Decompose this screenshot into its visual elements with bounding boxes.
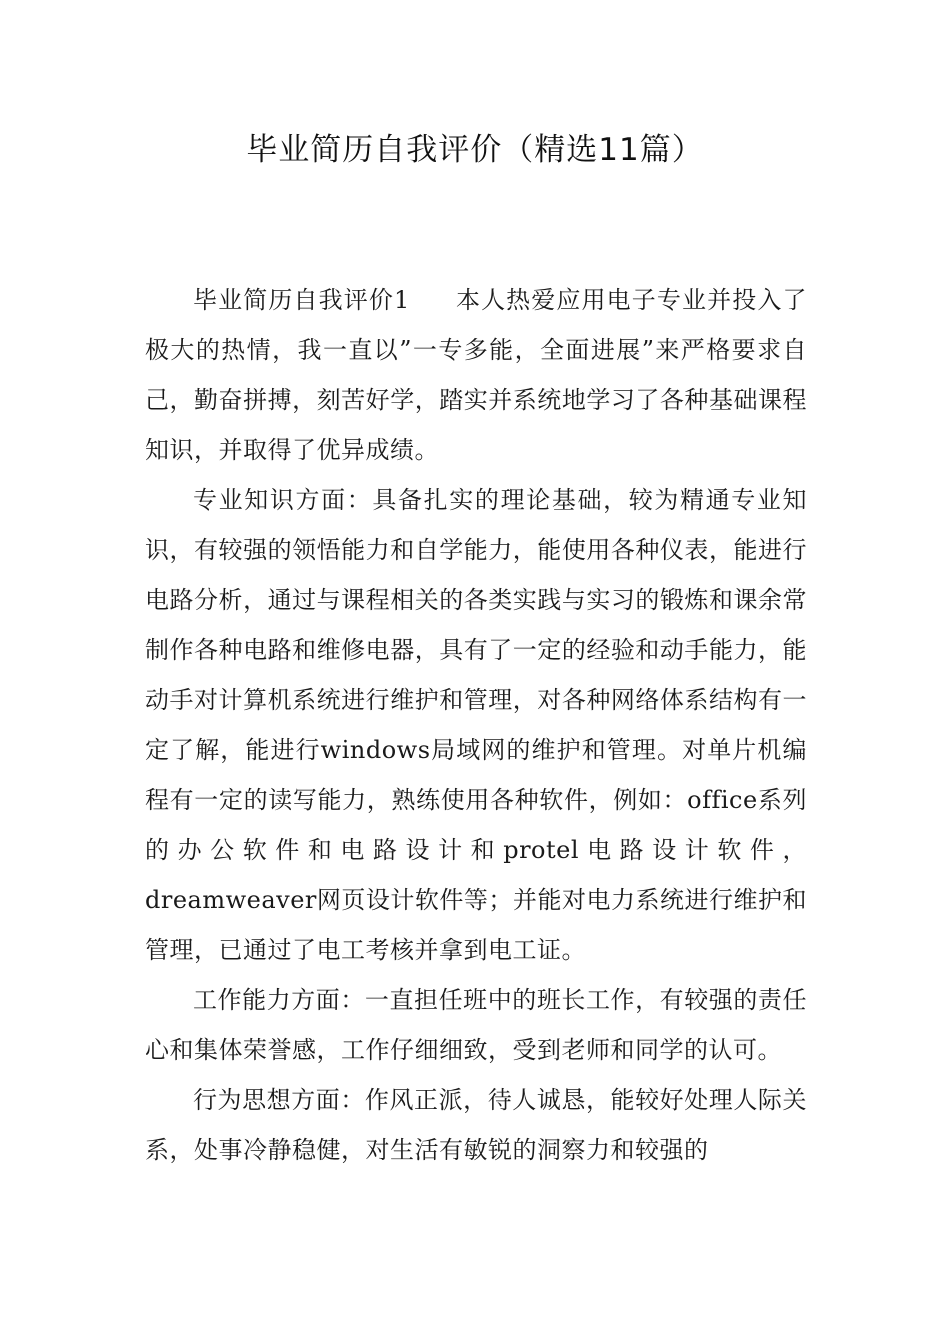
document-body bbox=[145, 275, 807, 1175]
paragraph-3: 工作能力方面：一直担任班中的班长工作，有较强的责任心和集体荣誉感，工作仔细细致，受到老师和同学的认可。 bbox=[145, 986, 807, 1064]
paragraph-text: 本人热爱应用电子专业并投入了极大的热情，我一直以”一专多能，全面进展”来严格要求自己，勤奋拼搏，刻苦好学，踏实并系统地学习了各种基础课程知识，并取得了优异成绩。 bbox=[145, 286, 807, 464]
paragraph-heading: 毕业简历自我评价1 bbox=[193, 286, 410, 314]
paragraph-2: 专业知识方面：具备扎实的理论基础，较为精通专业知识，有较强的领悟能力和自学能力，能使用各种仪表，能进行电路分析，通过与课程相关的各类实践与实习的锻炼和课余常制作各种电路和维修电器，具有了一定的经验和动手能力，能动手对计算机系统进行维护和管理，对各种网络体系结构有一定了解，能进行windows局域网的维护和管理。对单片机编程有一定的读写能力，熟练使用各种软件，例如：office系列的办公软件和电路设计和protel电路设计软件，dreamweaver网页设计软件等；并能对电力系统进行维护和管理，已通过了电工考核并拿到电工证。 bbox=[145, 486, 807, 964]
document-title: 毕业简历自我评价（精选11篇） bbox=[246, 132, 704, 168]
paragraph-1 bbox=[145, 275, 807, 475]
paragraph-4: 行为思想方面：作风正派，待人诚恳，能较好处理人际关系，处事冷静稳健，对生活有敏锐的洞察力和较强的 bbox=[145, 1086, 807, 1164]
